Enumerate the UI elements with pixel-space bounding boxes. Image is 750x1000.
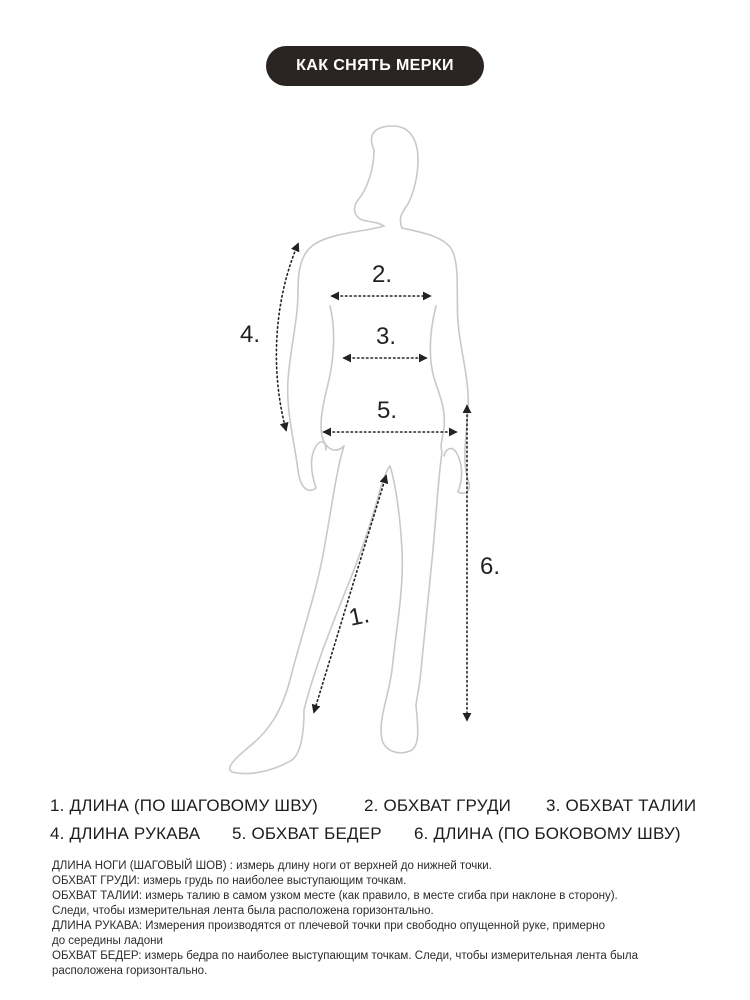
note-line: ДЛИНА НОГИ (ШАГОВЫЙ ШОВ) : измерь длину ноги от верхней до нижней точки. [52, 860, 492, 872]
note-line: ОБХВАТ ТАЛИИ: измерь талию в самом узком месте (как правило, в месте сгиба при наклоне в сторону). [52, 890, 618, 902]
inseam-line [314, 476, 386, 712]
label-hips: 5. [377, 397, 398, 424]
note-line: ДЛИНА РУКАВА: Измерения производятся от плечевой точки при свободно опущенной руке, примерно [52, 920, 606, 932]
legend-item-inseam: 1. ДЛИНА (ПО ШАГОВОМУ ШВУ) [50, 796, 319, 815]
label-chest: 2. [372, 261, 393, 288]
label-sleeve: 4. [240, 321, 261, 348]
note-line: ОБХВАТ БЕДЕР: измерь бедра по наиболее выступающим точкам. Следи, чтобы измерительная лента была [52, 950, 638, 962]
legend-item-waist: 3. ОБХВАТ ТАЛИИ [546, 796, 697, 815]
sleeve-line [276, 244, 298, 430]
label-waist: 3. [376, 323, 397, 350]
page-title: КАК СНЯТЬ МЕРКИ [296, 57, 454, 74]
note-line: до середины ладони [52, 935, 163, 947]
legend-item-side-seam: 6. ДЛИНА (ПО БОКОВОМУ ШВУ) [414, 824, 681, 843]
note-line: расположена горизонтально. [52, 965, 208, 977]
legend-item-chest: 2. ОБХВАТ ГРУДИ [364, 796, 512, 815]
measurement-instructions [52, 859, 712, 979]
note-line: Следи, чтобы измерительная лента была расположена горизонтально. [52, 905, 434, 917]
label-side-seam: 6. [480, 553, 501, 580]
body-silhouette [230, 126, 470, 774]
legend-item-hips: 5. ОБХВАТ БЕДЕР [232, 824, 382, 843]
note-line: ОБХВАТ ГРУДИ: измерь грудь по наиболее выступающим точкам. [52, 875, 407, 887]
label-inseam: 1. [346, 601, 372, 632]
legend-item-sleeve: 4. ДЛИНА РУКАВА [50, 824, 201, 843]
